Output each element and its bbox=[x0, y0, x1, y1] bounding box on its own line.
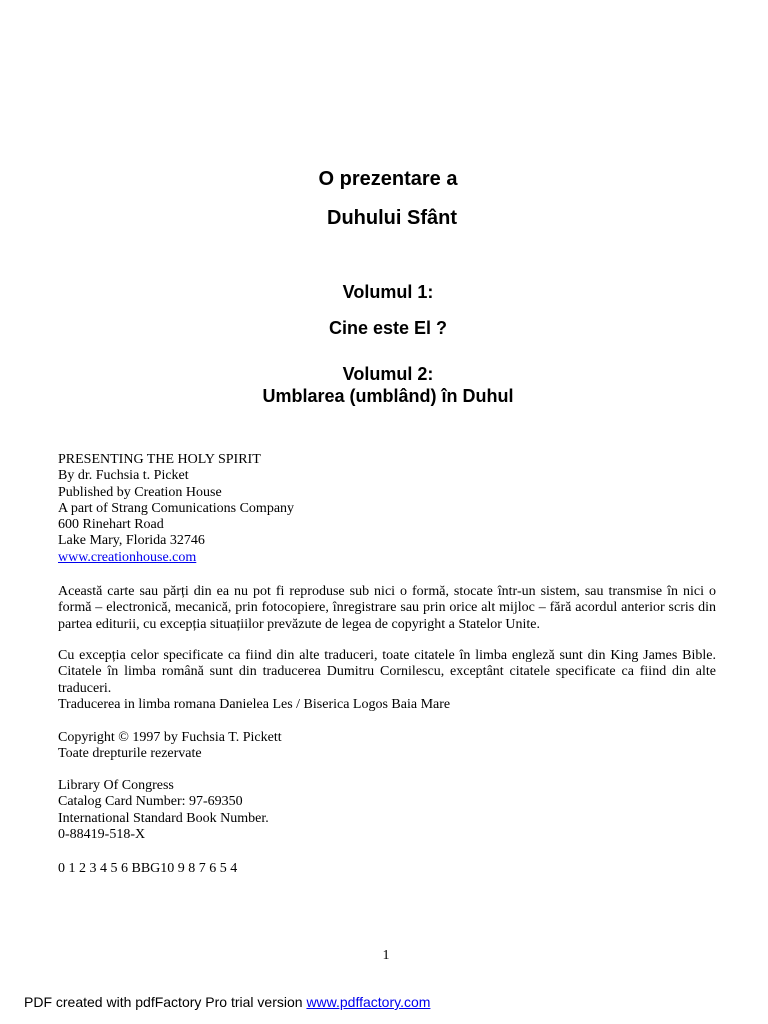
library-line: International Standard Book Number. bbox=[58, 810, 269, 826]
rights-reserved-line: Toate drepturile rezervate bbox=[58, 746, 202, 762]
imprint-line: Published by Creation House bbox=[58, 484, 222, 500]
isbn-line: 0-88419-518-X bbox=[58, 826, 146, 842]
website-link[interactable]: www.creationhouse.com bbox=[58, 549, 197, 565]
footer-text: PDF created with pdfFactory Pro trial version bbox=[24, 994, 307, 1010]
library-line: Catalog Card Number: 97-69350 bbox=[58, 794, 243, 810]
library-line: Library Of Congress bbox=[58, 778, 174, 793]
rights-block bbox=[58, 584, 716, 633]
volume-1-label: Volumul 1: bbox=[342, 282, 434, 302]
imprint-line: 600 Rinehart Road bbox=[58, 517, 164, 533]
translation-line: Traducerea in limba romana Danielea Les / Biserica Logos Baia Mare bbox=[58, 696, 451, 712]
library-block bbox=[58, 778, 716, 843]
citations-block bbox=[58, 648, 716, 713]
volume-2-subtitle: Umblarea (umblând) în Duhul bbox=[262, 386, 514, 406]
footer-link[interactable]: www.pdffactory.com bbox=[306, 994, 431, 1010]
imprint-line: Lake Mary, Florida 32746 bbox=[58, 533, 205, 549]
pdf-footer bbox=[24, 994, 430, 1010]
imprint-line: PRESENTING THE HOLY SPIRIT bbox=[58, 452, 261, 467]
imprint-block bbox=[58, 452, 716, 566]
print-run-block bbox=[58, 861, 716, 877]
volume-1-subtitle: Cine este El ? bbox=[328, 318, 448, 338]
rights-paragraph: Această carte sau părți din ea nu pot fi reproduse sub nici o formă, stocate într-un sistem, sau transmise în nici o formă – electronică, mecanică, prin fotocopiere, înregistrare sau prin orice alt mijloc – fără acordul anterior scris din partea editurii, cu excepția situațiilor prevăzute de legea de copyright a Statelor Unite. bbox=[58, 584, 716, 632]
copyright-line: Copyright © 1997 by Fuchsia T. Pickett bbox=[58, 730, 282, 745]
title-line-2: Duhului Sfânt bbox=[327, 207, 457, 229]
imprint-line: By dr. Fuchsia t. Picket bbox=[58, 468, 189, 484]
imprint-line: A part of Strang Comunications Company bbox=[58, 500, 295, 516]
print-run-line: 0 1 2 3 4 5 6 BBG10 9 8 7 6 5 4 bbox=[58, 861, 238, 876]
volume-2-label: Volumul 2: bbox=[342, 364, 434, 384]
copyright-block bbox=[58, 730, 716, 763]
title-line-1: O prezentare a bbox=[318, 168, 458, 190]
citations-paragraph: Cu excepția celor specificate ca fiind din alte traduceri, toate citatele în limba engleză sunt din King James Bible. Citatele în limba română sunt din traducerea Dumitru Cornilescu, exceptânt citatele specificate ca fiind din alte traduceri. bbox=[58, 648, 716, 696]
page-number: 1 bbox=[382, 948, 390, 963]
